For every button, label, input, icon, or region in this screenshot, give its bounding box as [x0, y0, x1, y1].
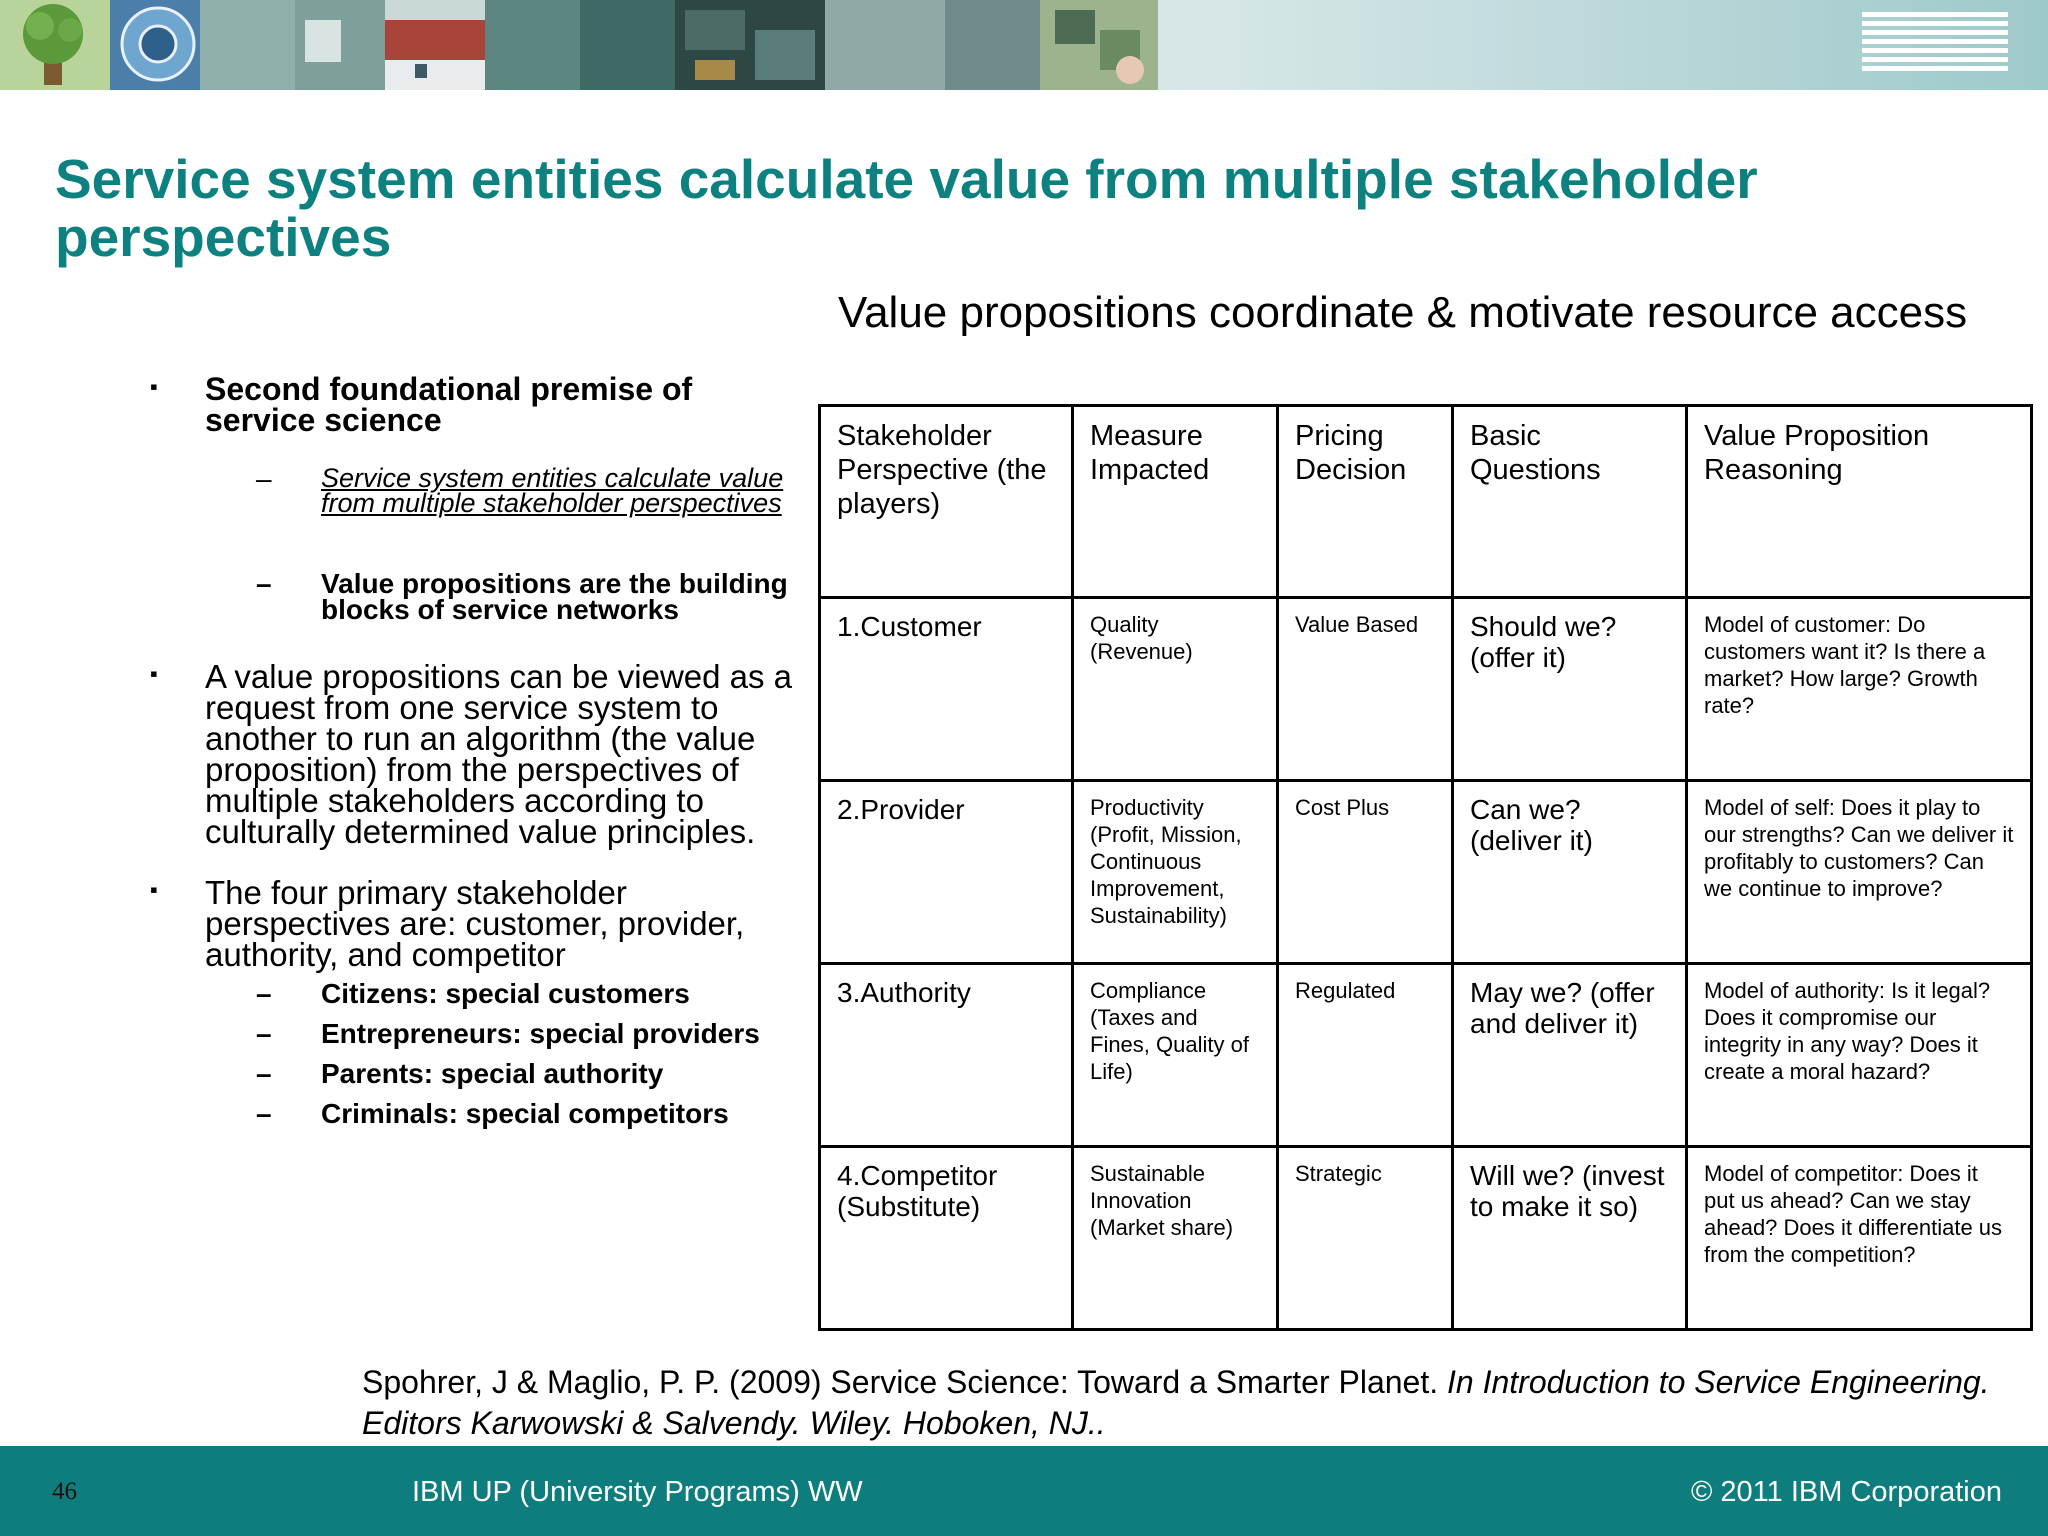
table-row	[820, 781, 2032, 964]
circuit-icon	[675, 0, 825, 90]
reasoning-cell: Model of self: Does it play to our strengths? Can we deliver it profitably to customers? Can we continue to improve?	[1687, 781, 2032, 964]
sub-bullet-text: Service system entities calculate value from multiple stakeholder perspectives	[321, 463, 784, 518]
slide-title: Service system entities calculate value from multiple stakeholder perspectives	[55, 148, 1758, 268]
table-row	[820, 1147, 2032, 1330]
bullet-list	[150, 371, 800, 1134]
bullet-item	[150, 874, 800, 973]
header-cell: Stakeholder Perspective (the players)	[820, 406, 1073, 598]
reasoning-cell: Model of authority: Is it legal? Does it compromise our integrity in any way? Does it create a moral hazard?	[1687, 964, 2032, 1147]
sub-bullet-item	[150, 1094, 800, 1134]
circle-diagram-image	[110, 0, 200, 90]
question-cell: Can we? (deliver it)	[1453, 781, 1687, 964]
bullet-text: Second foundational premise of service science	[205, 371, 693, 438]
table-caption: Value propositions coordinate & motivate resource access	[838, 288, 1968, 337]
sub-bullet-text: Entrepreneurs: special providers	[321, 1018, 760, 1049]
ibm-logo	[1862, 12, 2008, 76]
tree-icon	[0, 0, 110, 90]
square-bullet-icon: ▪	[150, 877, 158, 902]
dash-bullet-icon: –	[256, 568, 272, 599]
bullet-text: The four primary stakeholder perspectives are: customer, provider, authority, and competitor	[205, 874, 745, 973]
house-image	[385, 0, 485, 90]
square-bullet-icon: ▪	[150, 374, 158, 399]
sub-bullet-text: Value propositions are the building blocks of service networks	[321, 568, 788, 625]
stakeholder-cell: 2.Provider	[820, 781, 1073, 964]
sub-bullet-text: Parents: special authority	[321, 1058, 664, 1089]
panel-icon	[295, 0, 385, 90]
dash-bullet-icon: –	[256, 463, 272, 494]
dash-bullet-icon: –	[256, 978, 272, 1009]
value-proposition-table	[818, 404, 2033, 1331]
footer-bar	[0, 1446, 2048, 1536]
page-number: 46	[52, 1478, 77, 1505]
table-header-row	[820, 406, 2032, 598]
house-icon	[385, 0, 485, 90]
diagram-icon	[110, 0, 200, 90]
sub-bullet-text: Citizens: special customers	[321, 978, 690, 1009]
sub-bullet-item	[150, 568, 800, 625]
header-cell: Value Proposition Reasoning	[1687, 406, 2032, 598]
measure-cell: Sustainable Innovation (Market share)	[1073, 1147, 1278, 1330]
question-cell: Should we? (offer it)	[1453, 598, 1687, 781]
stakeholder-cell: 3.Authority	[820, 964, 1073, 1147]
tree-image	[0, 0, 110, 90]
footer-copyright: © 2011 IBM Corporation	[1691, 1476, 2002, 1508]
reasoning-cell: Model of customer: Do customers want it? Is there a market? How large? Growth rate?	[1687, 598, 2032, 781]
dash-bullet-icon: –	[256, 1098, 272, 1129]
satellite-image	[1040, 0, 1158, 90]
bullet-item	[150, 371, 800, 438]
pricing-cell: Strategic	[1278, 1147, 1453, 1330]
pricing-cell: Value Based	[1278, 598, 1453, 781]
citation	[362, 1362, 2022, 1444]
sub-bullet-item	[150, 1014, 800, 1054]
table-row	[820, 598, 2032, 781]
citation-source: In Introduction to Service Engineering. Editors Karwowski & Salvendy. Wiley. Hoboken, NJ..	[362, 1364, 1990, 1441]
sub-bullet-item	[150, 463, 800, 518]
bullet-item	[150, 658, 800, 850]
header-cell: Pricing Decision	[1278, 406, 1453, 598]
pricing-cell: Cost Plus	[1278, 781, 1453, 964]
building-image	[295, 0, 385, 90]
pricing-cell: Regulated	[1278, 964, 1453, 1147]
measure-cell: Productivity (Profit, Mission, Continuous Improvement, Sustainability)	[1073, 781, 1278, 964]
question-cell: May we? (offer and deliver it)	[1453, 964, 1687, 1147]
header-cell: Measure Impacted	[1073, 406, 1278, 598]
measure-cell: Quality (Revenue)	[1073, 598, 1278, 781]
sub-bullet-item	[150, 1054, 800, 1094]
header-cell: Basic Questions	[1453, 406, 1687, 598]
sub-bullet-item	[150, 974, 800, 1014]
dash-bullet-icon: –	[256, 1058, 272, 1089]
sub-bullet-text: Criminals: special competitors	[321, 1098, 729, 1129]
stakeholder-cell: 1.Customer	[820, 598, 1073, 781]
circuit-image	[675, 0, 825, 90]
table-row	[820, 964, 2032, 1147]
header-banner	[0, 0, 2048, 90]
dash-bullet-icon: –	[256, 1018, 272, 1049]
stakeholder-cell: 4.Competitor (Substitute)	[820, 1147, 1073, 1330]
square-bullet-icon: ▪	[150, 661, 158, 686]
reasoning-cell: Model of competitor: Does it put us ahead? Can we stay ahead? Does it differentiate us from the competition?	[1687, 1147, 2032, 1330]
bullet-text: A value propositions can be viewed as a request from one service system to another to run an algorithm (the value proposition) from the perspectives of multiple stakeholders according to culturally determined value principles.	[205, 658, 793, 850]
measure-cell: Compliance (Taxes and Fines, Quality of Life)	[1073, 964, 1278, 1147]
satellite-icon	[1040, 0, 1158, 90]
footer-program: IBM UP (University Programs) WW	[412, 1476, 863, 1508]
citation-authors: Spohrer, J & Maglio, P. P. (2009) Service Science: Toward a Smarter Planet.	[362, 1364, 1447, 1400]
question-cell: Will we? (invest to make it so)	[1453, 1147, 1687, 1330]
